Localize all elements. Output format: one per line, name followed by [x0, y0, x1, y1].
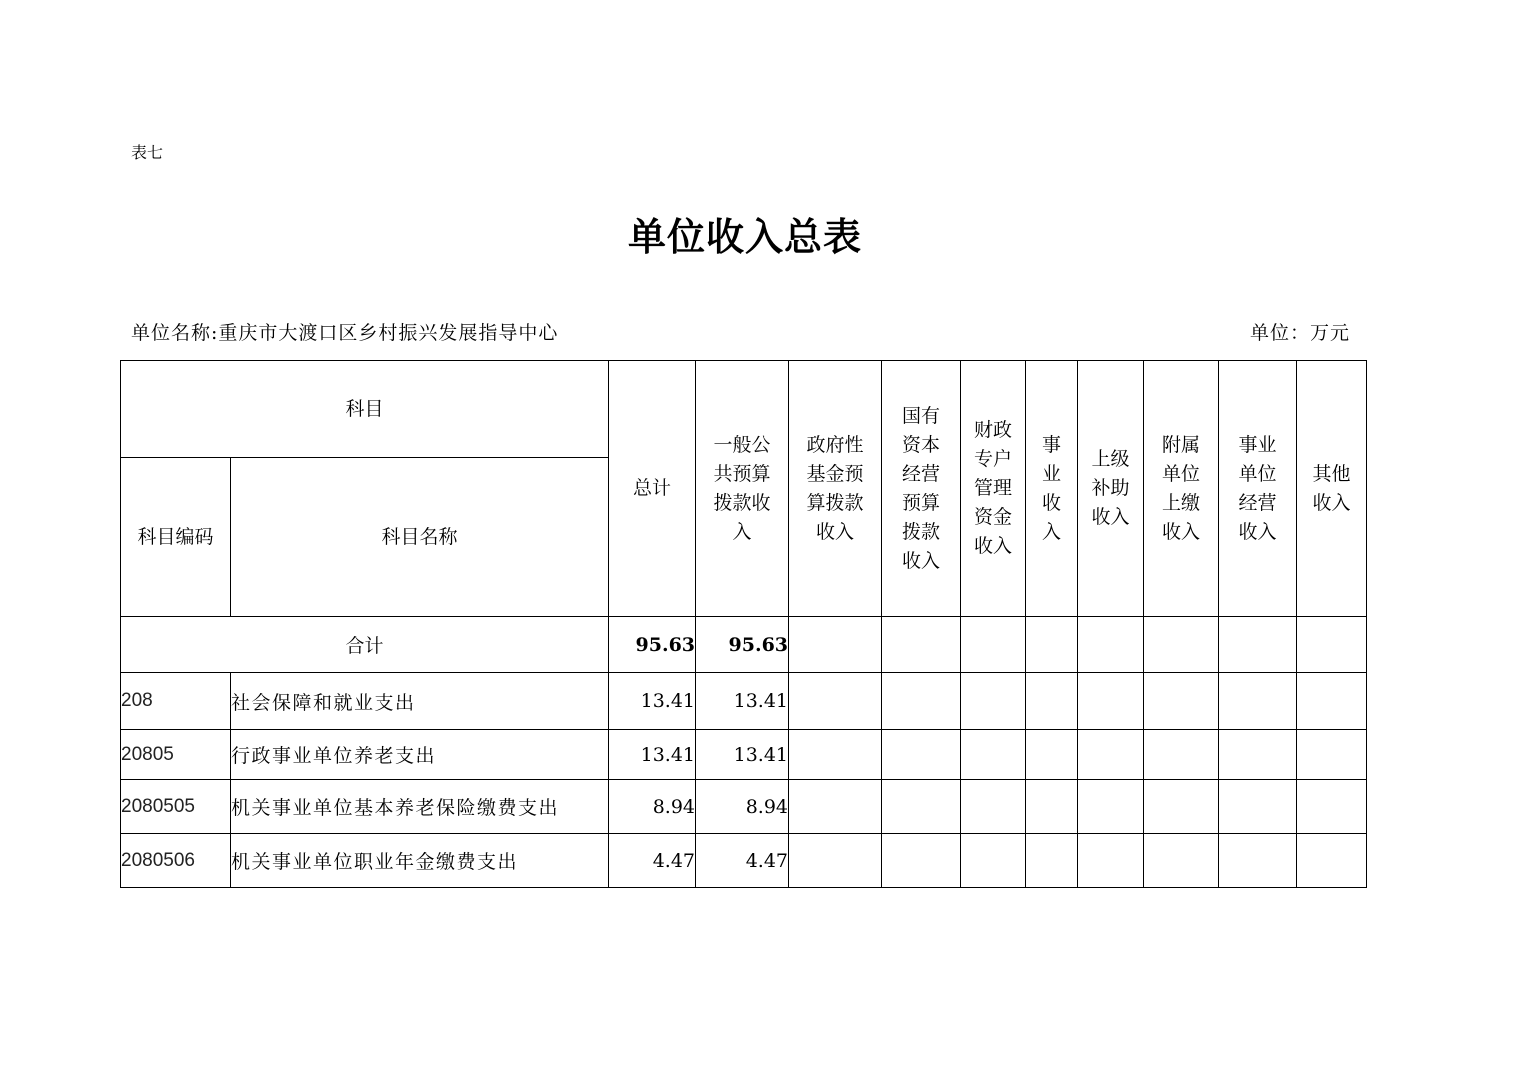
table-row: [121, 730, 1367, 780]
org-name: 单位名称:重庆市大渡口区乡村振兴发展指导中心: [131, 322, 559, 344]
header-gov-fund: 政府性 基金预 算拨款 收入: [789, 361, 882, 617]
subject-code-cell: 208: [121, 673, 231, 730]
header-superior-subsidy: 上级 补助 收入: [1078, 361, 1144, 617]
header-business-income: 事 业 收 入: [1026, 361, 1078, 617]
subject-code-cell: 2080506: [121, 834, 231, 888]
header-general-budget: 一般公 共预算 拨款收 入: [696, 361, 789, 617]
header-operating-income: 事业 单位 经营 收入: [1219, 361, 1297, 617]
total-general-budget-cell: 95.63: [696, 617, 789, 673]
total-cell: 13.41: [609, 673, 696, 730]
subject-code-cell: 2080505: [121, 780, 231, 834]
total-cell: 13.41: [609, 730, 696, 780]
total-cell: 8.94: [609, 780, 696, 834]
header-other-income: 其他 收入: [1297, 361, 1367, 617]
general-budget-cell: 13.41: [696, 673, 789, 730]
header-subject-name: 科目名称: [231, 458, 609, 617]
table-row: [121, 780, 1367, 834]
header-subject-code: 科目编码: [121, 458, 231, 617]
table-row: [121, 673, 1367, 730]
subject-code-cell: 20805: [121, 730, 231, 780]
header-affiliate-income: 附属 单位 上缴 收入: [1144, 361, 1219, 617]
total-row: [121, 617, 1367, 673]
total-label: 合计: [121, 617, 609, 673]
subject-name-cell: 机关事业单位基本养老保险缴费支出: [231, 780, 609, 834]
table-row: [121, 834, 1367, 888]
header-fiscal-special: 财政 专户 管理 资金 收入: [961, 361, 1026, 617]
subject-name-cell: 行政事业单位养老支出: [231, 730, 609, 780]
subject-name-cell: 社会保障和就业支出: [231, 673, 609, 730]
page-title: 单位收入总表: [627, 214, 862, 259]
header-subject: 科目: [121, 361, 609, 458]
general-budget-cell: 13.41: [696, 730, 789, 780]
header-total: 总计: [609, 361, 696, 617]
general-budget-cell: 4.47: [696, 834, 789, 888]
header-state-capital: 国有 资本 经营 预算 拨款 收入: [882, 361, 961, 617]
subject-name-cell: 机关事业单位职业年金缴费支出: [231, 834, 609, 888]
total-total-cell: 95.63: [609, 617, 696, 673]
unit-label: 单位：万元: [1250, 322, 1351, 344]
general-budget-cell: 8.94: [696, 780, 789, 834]
income-table: [120, 360, 1367, 888]
table-label: 表七: [131, 143, 164, 162]
total-cell: 4.47: [609, 834, 696, 888]
